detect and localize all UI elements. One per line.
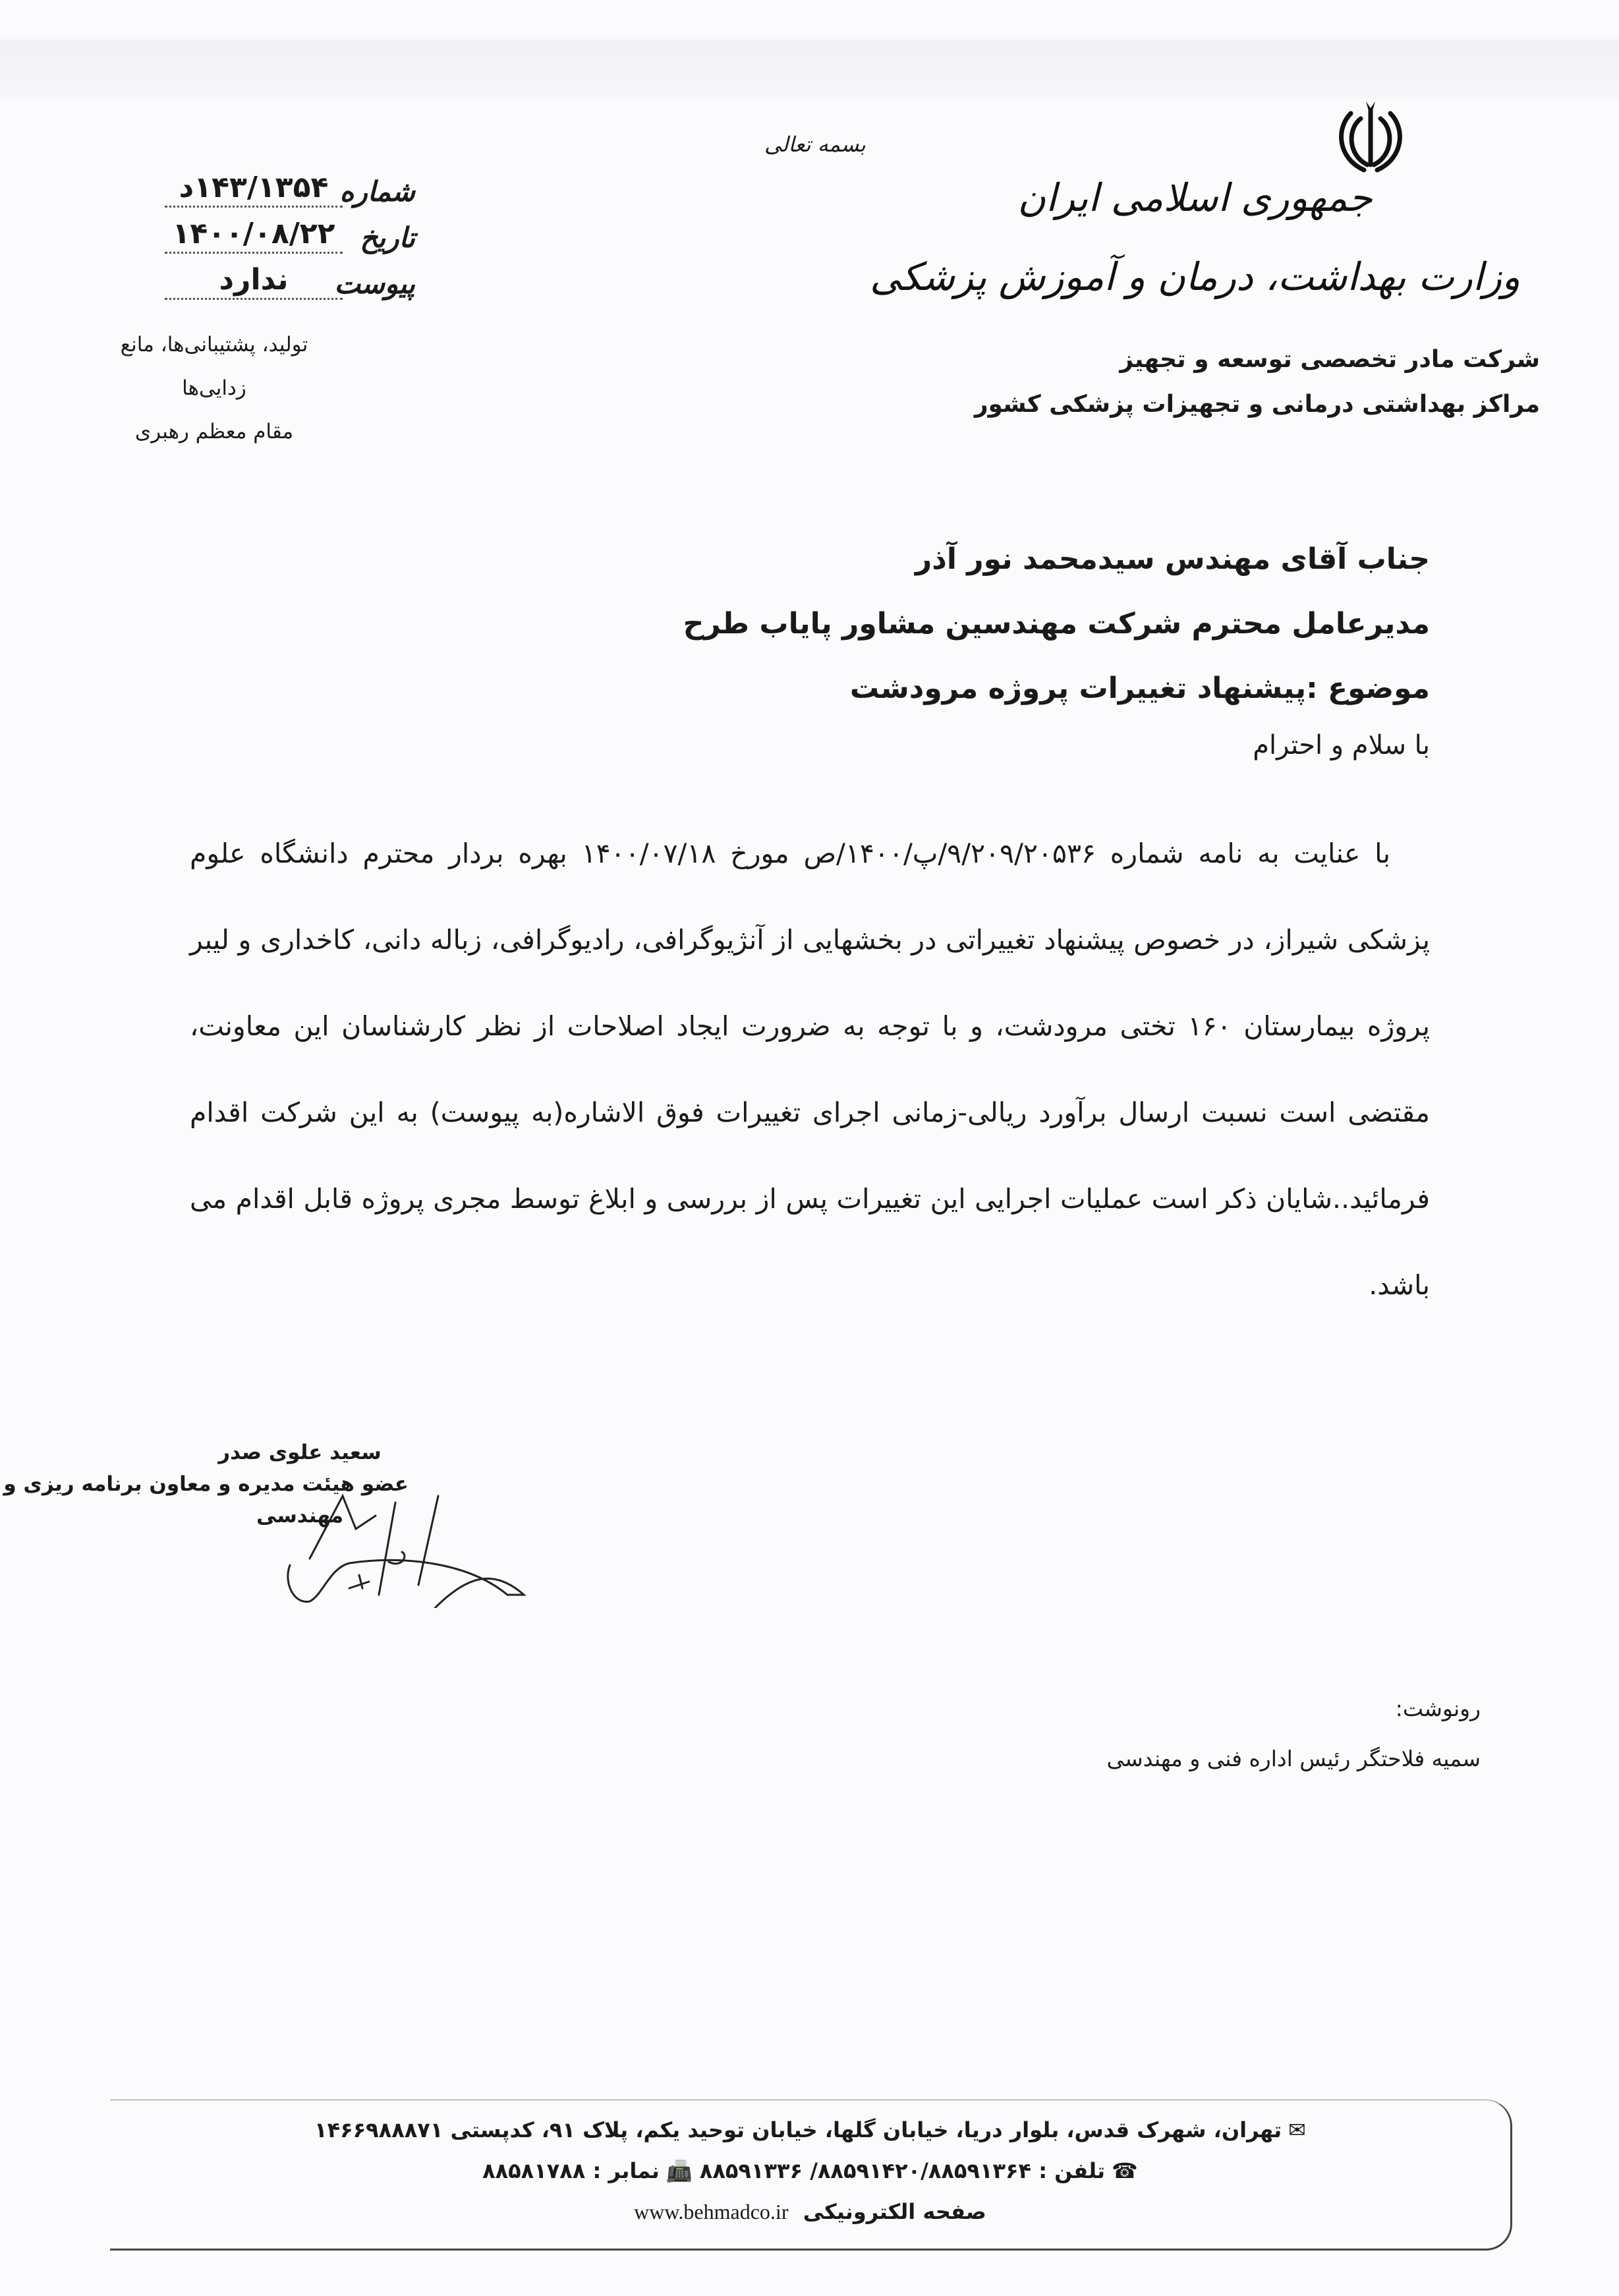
org-line-2: مراکز بهداشتی درمانی و تجهیزات پزشکی کشور	[974, 391, 1540, 418]
date-label: تاریخ	[360, 221, 415, 254]
besmeh-heading: بسمه تعالی	[764, 132, 866, 157]
phone-value: ۸۸۵۹۱۴۲۰/۸۸۵۹۱۳۶۴/ ۸۸۵۹۱۳۳۶	[699, 2158, 1032, 2183]
letter-attachment-row	[165, 254, 415, 300]
addressee-block	[683, 527, 1430, 721]
slogan	[119, 323, 310, 453]
letter-body	[190, 811, 1430, 1329]
attachment-label: پیوست	[334, 268, 415, 300]
letter-reference-block	[165, 161, 415, 300]
cc-block	[1107, 1684, 1481, 1784]
ministry-name: وزارت بهداشت، درمان و آموزش پزشکی	[870, 254, 1520, 299]
signer-title-line-2: مهندسی	[256, 1504, 344, 1528]
phone-label: تلفن :	[1038, 2158, 1106, 2183]
addressee-name: جناب آقای مهندس سیدمحمد نور آذر	[915, 542, 1430, 576]
slogan-line-1: تولید، پشتیبانی‌ها، مانع زدایی‌ها	[120, 333, 308, 400]
date-value: ۱۴۰۰/۰۸/۲۲	[165, 217, 343, 254]
footer-contact-box	[110, 2100, 1512, 2251]
fax-label: نمابر :	[592, 2158, 660, 2183]
letterhead-calligraphy	[870, 171, 1520, 303]
addressee-title: مدیرعامل محترم شرکت مهندسین مشاور پایاب طرح	[683, 607, 1430, 641]
footer-phone-line	[110, 2150, 1510, 2191]
organization-name	[975, 337, 1540, 427]
web-label: صفحه الکترونیکی	[803, 2199, 986, 2224]
cc-label: رونوشت:	[1395, 1696, 1481, 1721]
attachment-value: ندارد	[165, 263, 343, 300]
telephone-icon: ☎	[1112, 2158, 1138, 2183]
number-value: ۱۴۳/۱۳۵۴د	[165, 171, 343, 208]
fax-icon: 📠	[666, 2158, 693, 2183]
scan-artifact-band	[0, 40, 1619, 99]
footer-web-line	[110, 2191, 1510, 2232]
fax-value: ۸۸۵۸۱۷۸۸	[482, 2158, 586, 2183]
letter-subject: موضوع :پیشنهاد تغییرات پروژه مرودشت	[849, 672, 1430, 705]
footer-address: تهران، شهرک قدس، بلوار دریا، خیابان گلها، خیابان توحید یکم، پلاک ۹۱، کدپستی ۱۴۶۶۹۸۸۸۷۱	[314, 2117, 1282, 2142]
country-name: جمهوری اسلامی ایران	[1017, 175, 1373, 220]
signer-title-line-1: عضو هیئت مدیره و معاون برنامه ریزی و	[3, 1472, 409, 1496]
envelope-icon: ✉	[1288, 2117, 1306, 2142]
footer-address-line	[110, 2109, 1510, 2150]
letter-number-row	[165, 161, 415, 208]
cc-recipient: سمیه فلاحتگر رئیس اداره فنی و مهندسی	[1106, 1746, 1481, 1771]
number-label: شماره	[339, 175, 415, 208]
slogan-line-2: مقام معظم رهبری	[134, 420, 294, 444]
letter-date-row	[165, 208, 415, 254]
greeting: با سلام و احترام	[1253, 730, 1430, 761]
handwritten-signature-icon	[270, 1489, 593, 1608]
body-paragraph: با عنایت به نامه شماره ۹/۲۰۹/۲۰۵۳۶/پ/۱۴۰۰/ص مورخ ۱۴۰۰/۰۷/۱۸ بهره بردار محترم دانشگاه علوم پزشکی شیراز، در خصوص پیشنهاد تغییراتی در بخشهایی از آنژیوگرافی، رادیوگرافی، زباله دانی، کاخداری و لیبر پروژه بیمارستان ۱۶۰ تختی مرودشت، و با توجه به ضرورت ایجاد اصلاحات از نظر کارشناسان این معاونت، مقتضی است نسبت ارسال برآورد ریالی-زمانی اجرای تغییرات فوق الاشاره(به پیوست) به این شرکت اقدام فرمائید..شایان ذکر است عملیات اجرایی این تغییرات پس از بررسی و ابلاغ توسط مجری پروژه قابل اقدام می باشد.	[190, 838, 1430, 1301]
signer-name: سعید علوی صدر	[218, 1441, 382, 1464]
iran-emblem-icon	[1334, 99, 1407, 178]
website-link[interactable]: www.behmadco.ir	[634, 2200, 789, 2224]
org-line-1: شرکت مادر تخصصی توسعه و تجهیز	[1120, 346, 1540, 373]
